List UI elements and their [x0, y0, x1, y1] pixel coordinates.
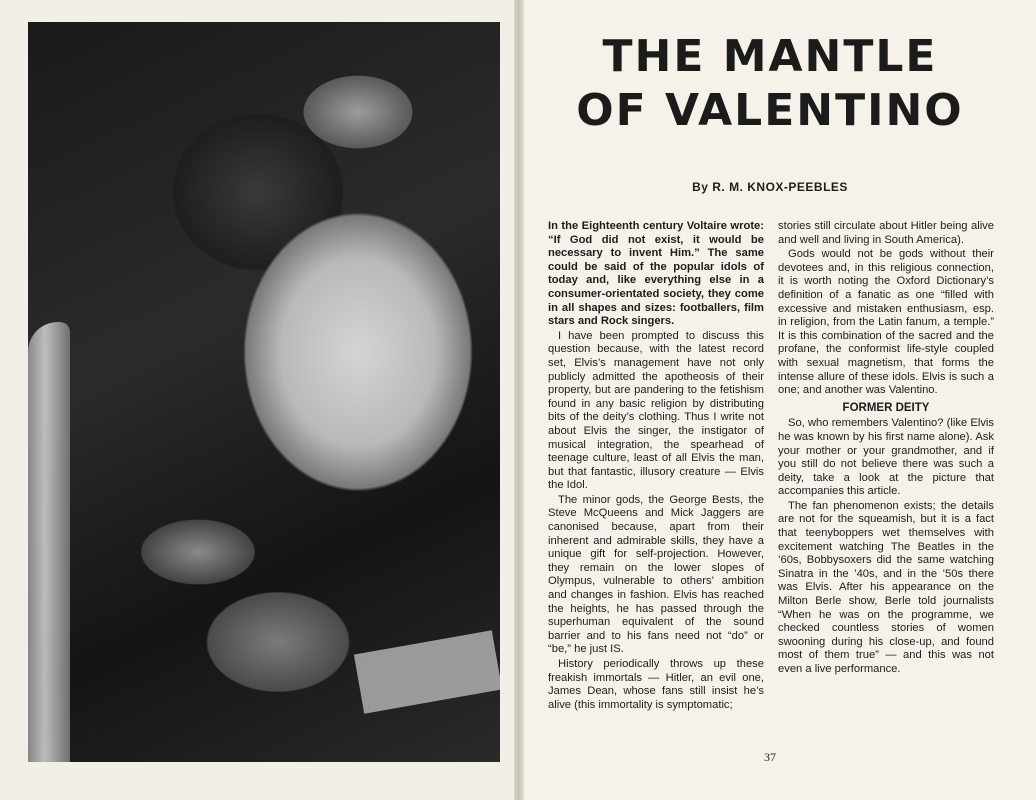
- title-line-1: THE MANTLE: [602, 31, 938, 82]
- sword-blade: [28, 322, 70, 762]
- body-paragraph: The fan phenomenon exists; the details are not for the squeamish, but it is a fact that teenyboppers wet themselves with excitement watching The Beatles in the ’60s, Bobbysoxers did the same watching Sinatra in the ’40s, and in the ’50s there was Elvis. After his appearance on the Milton Berle show, Berle told journalists “When he was on the programme, we checked countless stories of women swooning during his close-up, and found most of them true” — and this was not even a live performance.: [778, 499, 994, 675]
- title-line-2: OF VALENTINO: [576, 85, 964, 136]
- valentino-photo: [28, 22, 500, 762]
- lead-paragraph: In the Eighteenth century Voltaire wrote: “If God did not exist, it would be necessary to invent Him.” The same could be said of the popular idols of today and, like everything else in a consumer-orientated society, they come in all shapes and sizes: footballers, film stars and Rock singers.: [548, 220, 764, 328]
- body-paragraph: Gods would not be gods without their devotees and, in this religious connection, it is worth noting the Oxford Dictionary’s definition of a fanatic as one “filled with excessive and mistaken enthusiasm, esp. in religion, from the Latin fanum, a temple.” It is this combination of the sacred and the profane, the conformist life-style coupled with sexual magnetism, that forms the intense allure of these idols. Elvis is such a one; and another was Valentino.: [778, 248, 994, 397]
- page-gutter: [514, 0, 524, 800]
- text-column-1: [548, 220, 764, 713]
- page-number: 37: [764, 750, 776, 764]
- text-column-2: [778, 220, 994, 678]
- section-subheading: FORMER DEITY: [842, 401, 930, 414]
- body-paragraph: stories still circulate about Hitler being alive and well and living in South America).: [778, 220, 994, 246]
- shirt-collar: [354, 630, 500, 713]
- body-paragraph: I have been prompted to discuss this question because, with the latest record set, Elvis’s management have not only publicly admitted the apotheosis of their property, but are pandering to the fetishism found in any basic religion by distributing bits of the deity’s clothing. Thus I write not about Elvis the singer, the instigator of musical integration, the spearhead of teenage culture, least of all Elvis the man, but that fantastic, illusory creature — Elvis the Idol.: [548, 329, 764, 492]
- body-paragraph: The minor gods, the George Bests, the Steve McQueens and Mick Jaggers are canonised because, apart from their inherent and admirable skills, they have a unique gift for self-projection. However, they remain on the lower slopes of Olympus, vulnerable to others’ ambition and changes in fashion. Elvis has reached the heights, he has passed through the superhuman equivalent of the sound barrier and to his fans need not “do” or “be,” he just IS.: [548, 493, 764, 656]
- body-paragraph: History periodically throws up these freakish immortals — Hitler, an evil one, James Dean, whose fans still insist he’s alive (this immortality is symptomatic;: [548, 658, 764, 711]
- body-paragraph: So, who remembers Valentino? (like Elvis he was known by his first name alone). Ask your mother or your grandmother, and if you still do not believe there was such a deity, take a look at the picture that accompanies this article.: [778, 417, 994, 498]
- byline: By R. M. KNOX-PEEBLES: [692, 180, 848, 194]
- article-title: [540, 30, 1000, 138]
- left-page: [0, 0, 516, 800]
